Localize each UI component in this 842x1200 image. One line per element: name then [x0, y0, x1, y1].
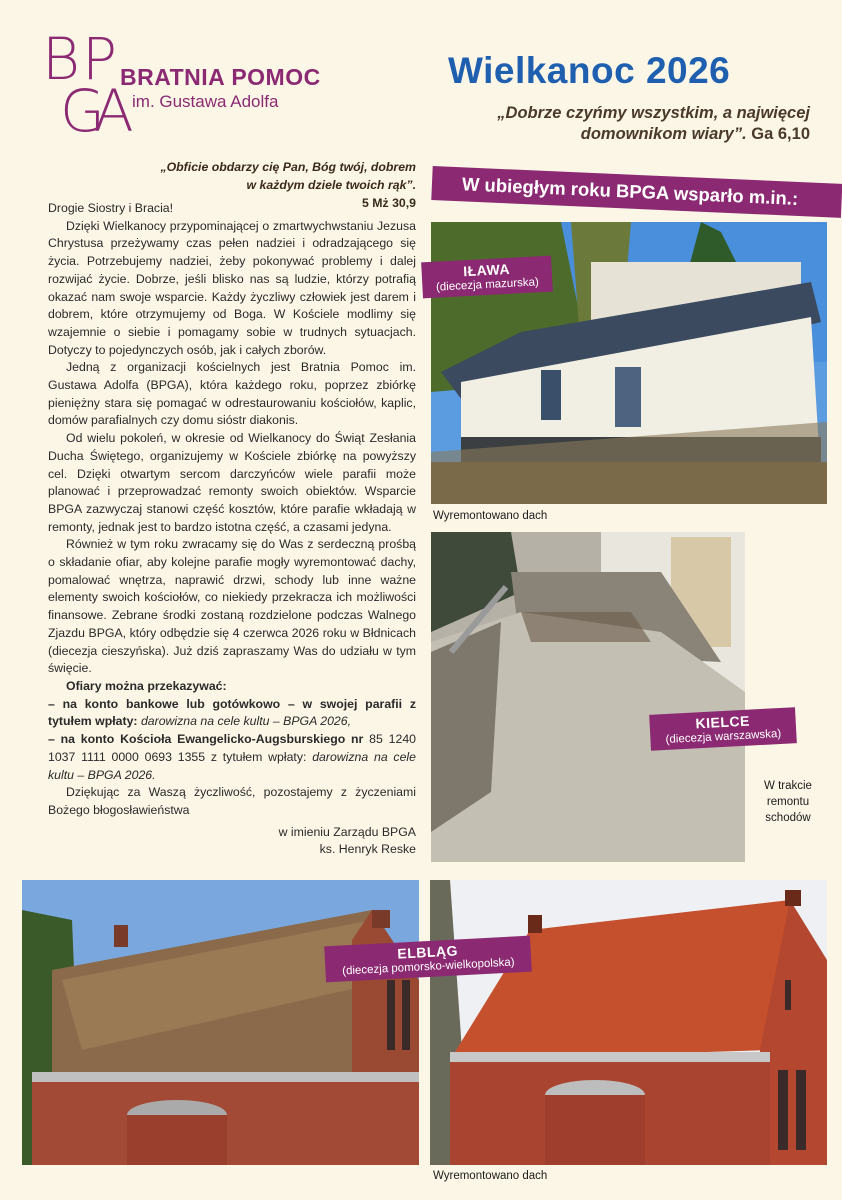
logo-letter-g: G [60, 77, 105, 145]
paragraph-2: Jedną z organizacji kościelnych jest Bratnia Pomoc im. Gustawa Adolfa (BPGA), która każdego roku, poprzez zbiórkę pieniężny stara się pomagać w odrestaurowaniu kościołów, kaplic, domów parafialnych czy domu sióstr diakonis. [48, 360, 416, 428]
motto-text: „Dobrze czyńmy wszystkim, a najwięcej domownikom wiary”. [497, 104, 810, 143]
kielce-city: KIELCE [695, 712, 751, 732]
paragraph-1: Dzięki Wielkanocy przypominającej o zmartwychwstaniu Jezusa Chrystusa przeżywamy czas pełen nadziei i odradzającego się życia. Potrzebujemy nadziei, żeby pokonywać problemy i dalej rozwijać życie. Dobrze, jeśli blisko nas są ludzie, którzy potrafią okazać nam swoje wsparcie. Każdy życzliwy człowiek jest darem i dobrem, które otrzymujemy od Boga. W Kościele modlimy się wzajemnie o siebie i pomagamy sobie w trudnych sytuacjach. Dotyczy to pojedynczych osób, jak i całych zborów. [48, 218, 416, 357]
motto-ref: Ga 6,10 [751, 125, 810, 143]
quote-ref: 5 Mż 30,9 [362, 196, 416, 210]
letter-body [48, 200, 416, 859]
paragraph-4: Również w tym roku zwracamy się do Was z serdeczną prośbą o składanie ofiar, aby kolejne parafie mogły wyremontować dachy, pomalować wnętrza, naprawić drzwi, schody lub inne ważne elementy swoich kościołów, co niekiedy przekracza ich możliwości finansowe. Zebrane środki zostaną rozdzielone podczas Walnego Zjazdu BPGA, który odbędzie się 4 czerwca 2026 roku w Błdnicach (diecezja cieszyńska). Już dziś zapraszamy Was do udziału w tym święcie. [48, 537, 416, 676]
offer-heading: Ofiary można przekazywać: [66, 678, 227, 693]
elblag-caption: Wyremontowano dach [433, 1170, 548, 1182]
offer-1-label: – na konto bankowe lub gotówkowo – w swojej parafii z tytułem wpłaty: [48, 696, 416, 729]
kielce-caption: W trakcie remontu schodów [764, 780, 812, 824]
kielce-tag [649, 707, 797, 751]
elblag-before-photo [22, 880, 419, 1165]
quote-text: „Obficie obdarzy cię Pan, Bóg twój, dobrem w każdym dziele twoich rąk”. [160, 160, 416, 192]
kielce-diocese: (diecezja warszawska) [665, 727, 782, 747]
offer-2-label: – na konto Kościoła Ewangelicko-Augsburskiego nr [48, 732, 364, 747]
bpga-logo [42, 25, 332, 145]
signature-line-1: w imieniu Zarządu BPGA [278, 824, 416, 839]
logo-letter-p: P [82, 25, 117, 93]
logo-subname: im. Gustawa Adolfa [132, 92, 279, 111]
offer-2-title: darowizna na cele kultu – BPGA 2026. [48, 749, 416, 782]
logo-letter-b: B [42, 25, 80, 93]
support-banner: W ubiegłym roku BPGA wsparło m.in.: [431, 166, 842, 218]
offer-item-2 [48, 731, 416, 784]
ilawa-tag [421, 256, 553, 299]
ilawa-caption: Wyremontowano dach [433, 510, 548, 522]
bank-account-number: 85 1240 1037 1111 0000 0693 1355 z tytułem wpłaty: [48, 732, 416, 764]
offer-item-1 [48, 696, 416, 731]
ilawa-city: IŁAWA [462, 260, 511, 280]
motto [420, 103, 810, 145]
elblag-diocese: (diecezja pomorsko-wielkopolska) [341, 956, 515, 978]
elblag-city: ELBLĄG [396, 942, 459, 962]
page-title: Wielkanoc 2026 [448, 50, 731, 91]
greeting: Drogie Siostry i Bracia! [48, 201, 174, 215]
logo-name: BRATNIA POMOC [120, 64, 321, 90]
logo-letter-a: A [94, 77, 134, 145]
paragraph-3: Od wielu pokoleń, w okresie od Wielkanocy do Świąt Zesłania Ducha Świętego, organizujemy w Kościele zbiórkę na powyższy cel. Dzięki otwartym sercom darczyńców wiele parafii może planować i przeprowadzać remonty swoich obiektów. Wsparcie BPGA zazwyczaj stanowi część kosztów, które parafie wkładają w remonty, jednak jest to bardzo istotna część, a czasami jedyna. [48, 431, 416, 534]
elblag-after-photo [430, 880, 827, 1165]
signature-line-2: ks. Henryk Reske [319, 842, 416, 857]
offer-1-title: darowizna na cele kultu – BPGA 2026, [140, 714, 352, 729]
ilawa-diocese: (diecezja mazurska) [435, 276, 540, 294]
kielce-photo [431, 532, 745, 862]
closing-paragraph: Dziękując za Waszą życzliwość, pozostajemy z życzeniami Bożego błogosławieństwa [48, 785, 416, 817]
